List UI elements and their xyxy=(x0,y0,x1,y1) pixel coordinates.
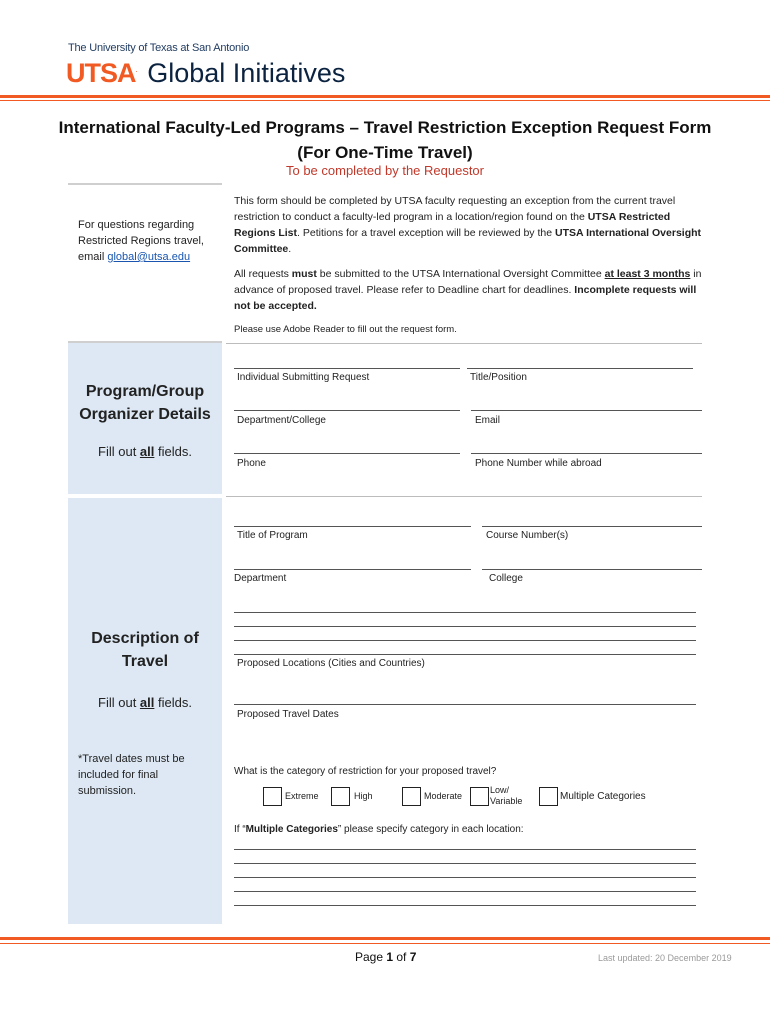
travel-dates-label: Proposed Travel Dates xyxy=(237,709,339,720)
oversight-committee: UTSA International Oversight Committee xyxy=(234,227,702,255)
page-current: 1 xyxy=(386,950,394,964)
adobe-note: Please use Adobe Reader to fill out the request form. xyxy=(234,324,457,335)
multiple-categories-label: Multiple Categories xyxy=(560,791,646,802)
intro-text: . Petitions for a travel exception will be reviewed by the xyxy=(297,227,555,239)
logo-utsa-text: UTSA xyxy=(66,58,136,88)
travel-dates-field[interactable] xyxy=(234,704,696,705)
page-total: 7 xyxy=(409,950,417,964)
extreme-checkbox[interactable] xyxy=(263,787,282,806)
travel-college-label: College xyxy=(489,573,523,584)
travel-college-field[interactable] xyxy=(482,569,702,570)
extreme-label: Extreme xyxy=(285,791,319,801)
incomplete-warning: Incomplete requests will not be accepted. xyxy=(234,284,697,312)
form-subtitle: To be completed by the Requestor xyxy=(285,163,484,178)
category-field-line[interactable] xyxy=(234,863,696,864)
phone-field[interactable] xyxy=(234,453,460,454)
multiple-categories-bold: Multiple Categories xyxy=(245,824,338,835)
logo-mark: . xyxy=(135,65,138,74)
locations-field-line[interactable] xyxy=(234,640,696,641)
sidebar-divider xyxy=(68,494,222,496)
travel-department-field[interactable] xyxy=(234,569,471,570)
fill-text: fields. xyxy=(154,444,192,459)
intro-text: be submitted to the UTSA International Oversight Committee xyxy=(316,268,605,280)
restricted-regions-list: UTSA Restricted Regions List xyxy=(234,211,671,239)
utsa-logo xyxy=(66,55,345,88)
locations-field-line[interactable] xyxy=(234,654,696,655)
low-variable-label: Low/ Variable xyxy=(490,785,523,806)
page-text: of xyxy=(393,950,410,964)
locations-field-line[interactable] xyxy=(234,626,696,627)
high-checkbox[interactable] xyxy=(331,787,350,806)
phone-abroad-field[interactable] xyxy=(471,453,702,454)
contact-email-link[interactable]: global@utsa.edu xyxy=(107,251,191,263)
travel-department-label: Department xyxy=(234,573,287,584)
intro-paragraph-1 xyxy=(234,193,702,257)
form-title: International Faculty-Led Programs – Travel Restriction Exception Request Form (For One-Time Travel) xyxy=(58,118,712,162)
department-college-label: Department/College xyxy=(237,415,326,426)
last-updated: Last updated: 20 December 2019 xyxy=(598,953,732,963)
contact-text: For questions regarding Restricted Regions travel, email xyxy=(78,219,204,263)
multiple-categories-checkbox[interactable] xyxy=(539,787,558,806)
low-variable-checkbox[interactable] xyxy=(470,787,489,806)
title-label: Title/Position xyxy=(470,372,527,383)
category-field-line[interactable] xyxy=(234,849,696,850)
title-field[interactable] xyxy=(467,368,693,369)
restriction-question: What is the category of restriction for your proposed travel? xyxy=(234,766,497,777)
individual-field[interactable] xyxy=(234,368,460,369)
contact-info xyxy=(78,217,218,265)
travel-sidebar xyxy=(68,498,222,924)
section-separator xyxy=(226,496,702,497)
locations-field-line[interactable] xyxy=(234,612,696,613)
fill-text: fields. xyxy=(154,695,192,710)
email-label: Email xyxy=(475,415,501,426)
category-field-line[interactable] xyxy=(234,877,696,878)
travel-fill-note xyxy=(68,695,222,710)
organizer-fill-note xyxy=(68,444,222,459)
department-college-field[interactable] xyxy=(234,410,460,411)
locations-label: Proposed Locations (Cities and Countries) xyxy=(237,658,425,669)
course-number-label: Course Number(s) xyxy=(486,530,569,541)
fill-text: Fill out xyxy=(98,444,140,459)
program-title-field[interactable] xyxy=(234,526,471,527)
fill-all: all xyxy=(139,444,155,459)
program-title-label: Title of Program xyxy=(237,530,308,541)
moderate-checkbox[interactable] xyxy=(402,787,421,806)
page-number xyxy=(355,950,416,964)
course-number-field[interactable] xyxy=(482,526,702,527)
individual-label: Individual Submitting Request xyxy=(237,372,370,383)
university-name: The University of Texas at San Antonio xyxy=(68,42,250,54)
organizer-heading: Program/Group Organizer Details xyxy=(79,383,211,423)
instruction-text: If “ xyxy=(234,824,246,835)
intro-text: All requests xyxy=(234,268,292,280)
fill-text: Fill out xyxy=(98,695,140,710)
fill-all: all xyxy=(139,695,155,710)
instruction-text: ” please specify category in each location: xyxy=(337,824,524,835)
intro-text: in advance of proposed travel. Please refer to Deadline chart for deadlines. xyxy=(234,268,702,296)
section-separator xyxy=(226,343,702,344)
high-label: High xyxy=(354,791,373,801)
header-rule-thin xyxy=(0,100,770,101)
footer-rule-thin xyxy=(0,943,770,944)
phone-abroad-label: Phone Number while abroad xyxy=(475,458,602,469)
moderate-label: Moderate xyxy=(424,791,463,801)
email-field[interactable] xyxy=(471,410,702,411)
category-field-line[interactable] xyxy=(234,891,696,892)
phone-label: Phone xyxy=(237,458,266,469)
travel-dates-note: *Travel dates must be included for final submission. xyxy=(78,753,185,797)
intro-paragraph-2 xyxy=(234,266,702,314)
footer-rule xyxy=(0,937,770,940)
must-text: must xyxy=(291,268,317,280)
intro-text: This form should be completed by UTSA faculty requesting an exception from the current travel restriction to conduct a faculty-led program in a location/region found on the xyxy=(234,195,676,223)
header-rule xyxy=(0,95,770,98)
intro-text: . xyxy=(288,243,292,255)
category-field-line[interactable] xyxy=(234,905,696,906)
travel-heading: Description of Travel xyxy=(91,630,199,670)
deadline-text: at least 3 months xyxy=(604,268,691,280)
page-text: Page xyxy=(355,950,387,964)
logo-unit-text: Global Initiatives xyxy=(147,58,346,88)
multiple-categories-instruction xyxy=(234,824,524,835)
